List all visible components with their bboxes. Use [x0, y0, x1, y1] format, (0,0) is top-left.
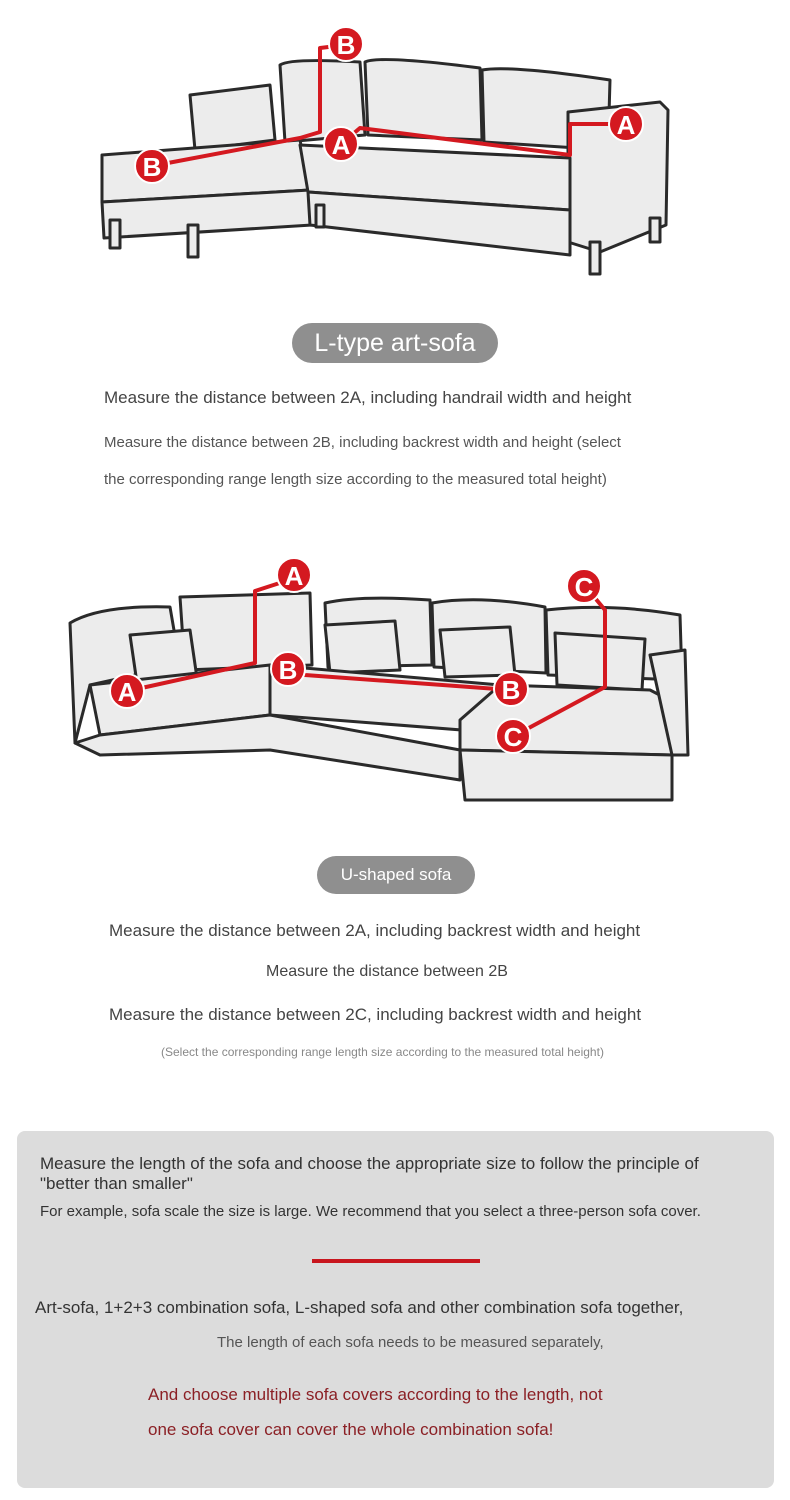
svg-text:C: C	[574, 572, 594, 602]
u-marker-b-left	[271, 652, 305, 686]
svg-text:A: A	[331, 130, 351, 160]
l-marker-b-left	[135, 149, 169, 183]
u-marker-a-left	[110, 674, 144, 708]
svg-text:B: B	[336, 30, 356, 60]
l-sofa-illustration	[90, 20, 690, 285]
panel-warning-line-1: And choose multiple sofa covers according to the length, not	[148, 1385, 603, 1404]
u-marker-c-top	[567, 569, 601, 603]
panel-warning-line-2: one sofa cover can cover the whole combination sofa!	[148, 1420, 554, 1439]
svg-text:B: B	[142, 152, 162, 182]
u-sofa-illustration	[60, 555, 700, 820]
u-measure-line-3: Measure the distance between 2C, including backrest width and height	[109, 1005, 642, 1024]
u-marker-b-right	[494, 672, 528, 706]
panel-divider	[312, 1259, 480, 1263]
u-marker-c-bottom	[496, 719, 530, 753]
svg-text:C: C	[503, 722, 523, 752]
u-sofa-title: U-shaped sofa	[317, 856, 475, 894]
panel-combination-text: Art-sofa, 1+2+3 combination sofa, L-shaped sofa and other combination sofa together,	[35, 1298, 684, 1317]
svg-text:A: A	[616, 110, 636, 140]
panel-principle-line-1: Measure the length of the sofa and choose the appropriate size to follow the principle of	[40, 1154, 699, 1173]
u-measure-line-1: Measure the distance between 2A, including backrest width and height	[109, 921, 641, 940]
panel-example-text: For example, sofa scale the size is large. We recommend that you select a three-person sofa cover.	[40, 1203, 701, 1220]
l-marker-b-top	[329, 27, 363, 61]
svg-text:A: A	[284, 561, 304, 591]
panel-separate-text: The length of each sofa needs to be measured separately,	[217, 1334, 604, 1351]
l-measure-line-2: Measure the distance between 2B, including backrest width and height (select	[104, 434, 621, 451]
u-marker-a-top	[277, 558, 311, 592]
u-measure-note: (Select the corresponding range length size according to the measured total height)	[161, 1045, 604, 1059]
svg-text:B: B	[501, 675, 521, 705]
l-marker-a-center	[324, 127, 358, 161]
l-sofa-title: L-type art-sofa	[292, 323, 498, 363]
l-measure-line-3: the corresponding range length size according to the measured total height)	[104, 471, 607, 488]
panel-principle-line-2: "better than smaller"	[40, 1174, 193, 1193]
u-measure-line-2: Measure the distance between 2B	[266, 963, 508, 980]
l-marker-a-right	[609, 107, 643, 141]
svg-text:B: B	[278, 655, 298, 685]
svg-text:A: A	[117, 677, 137, 707]
l-measure-line-1: Measure the distance between 2A, including handrail width and height	[104, 388, 632, 407]
